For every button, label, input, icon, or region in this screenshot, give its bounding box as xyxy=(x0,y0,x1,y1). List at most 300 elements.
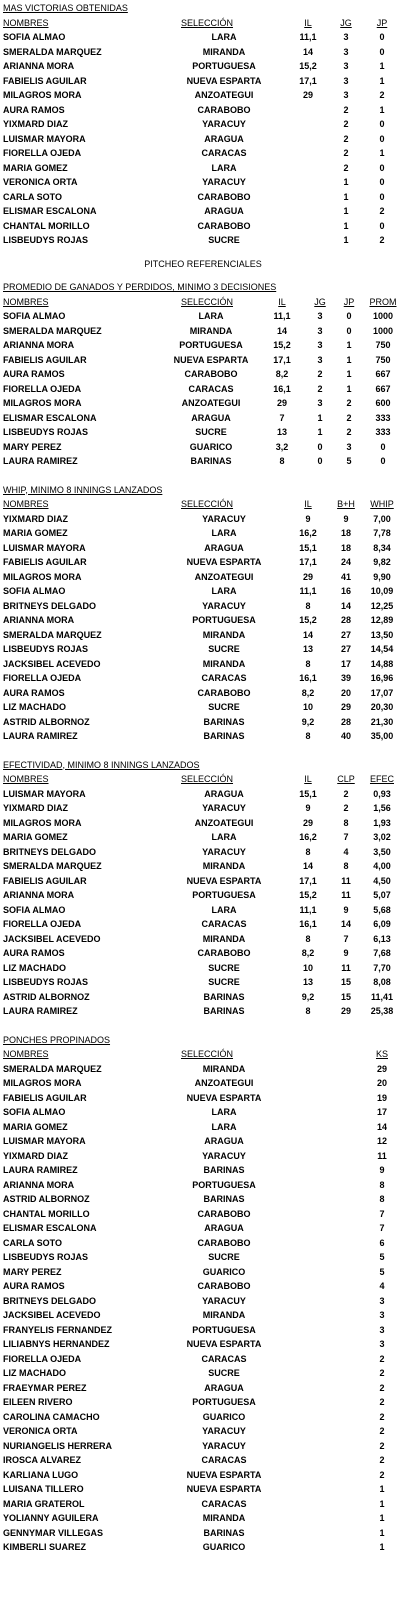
stat-value: 14 xyxy=(302,629,313,640)
table-row xyxy=(3,715,403,730)
table-row xyxy=(3,132,403,147)
stat-value: 17 xyxy=(340,658,351,669)
stat-value xyxy=(331,1207,361,1222)
stat-value xyxy=(285,1279,331,1294)
stat-value: 11 xyxy=(341,890,351,900)
stat-value: 2 xyxy=(346,427,352,437)
player-name: JACKSIBEL ACEVEDO xyxy=(3,658,101,669)
table-row xyxy=(3,117,403,132)
stat-value: 29 xyxy=(276,398,287,408)
team-name: YARACUY xyxy=(202,119,246,129)
team-name: ARAGUA xyxy=(204,788,244,799)
stat-value xyxy=(285,1337,331,1352)
stat-value xyxy=(331,1076,361,1091)
column-header: SELECCIÓN xyxy=(181,296,234,307)
player-name: MARIA GRATEROL xyxy=(3,1498,85,1509)
stat-value xyxy=(285,1120,331,1135)
column-header: IL xyxy=(304,499,312,509)
stat-value xyxy=(285,1134,331,1149)
table-row xyxy=(3,45,403,60)
stat-value: 9 xyxy=(305,513,311,524)
stat-value xyxy=(285,204,331,219)
player-name: MARIA GOMEZ xyxy=(3,162,68,173)
team-name: CARABOBO xyxy=(197,104,251,115)
stat-value: 17,07 xyxy=(370,687,394,698)
stat-value xyxy=(285,1062,331,1077)
stat-value: 14,54 xyxy=(370,644,394,654)
team-name: CARACAS xyxy=(201,1498,247,1509)
stat-value xyxy=(331,1497,361,1512)
team-name: ANZOATEGUI xyxy=(194,1078,254,1088)
player-name: LISBEUDYS ROJAS xyxy=(3,644,89,654)
stat-value: 600 xyxy=(375,398,391,408)
player-name: FABIELIS AGUILAR xyxy=(3,75,87,86)
table-row xyxy=(3,903,403,918)
stat-value: 9 xyxy=(379,1165,385,1175)
team-name: MIRANDA xyxy=(202,1063,246,1074)
table-row xyxy=(3,59,403,74)
stat-value: 4 xyxy=(343,846,349,857)
table-row xyxy=(3,219,403,234)
table-row xyxy=(3,1004,403,1019)
table-row xyxy=(3,1163,403,1178)
section-title-whip: WHIP, MINIMO 8 INNINGS LANZADOS xyxy=(3,484,163,495)
stat-value: 3 xyxy=(343,32,349,42)
team-name: PORTUGUESA xyxy=(192,1179,256,1190)
column-header: JP xyxy=(376,17,388,28)
stat-value: 0 xyxy=(317,441,323,452)
stat-value: 2 xyxy=(379,1455,385,1465)
stat-value: 8 xyxy=(305,846,311,857)
stat-value: 14 xyxy=(302,861,313,871)
stat-value: 40 xyxy=(340,731,351,741)
stat-value: 20 xyxy=(376,1078,387,1088)
stat-value: 9 xyxy=(343,904,349,915)
team-name: NUEVA ESPARTA xyxy=(186,1469,262,1480)
column-header: PROM xyxy=(369,296,397,307)
stat-value: 8 xyxy=(305,1006,311,1016)
team-name: NUEVA ESPARTA xyxy=(173,354,249,365)
team-name: ANZOATEGUI xyxy=(194,817,254,828)
stat-value: 10 xyxy=(302,702,313,712)
team-name: MIRANDA xyxy=(202,1310,246,1320)
player-name: BRITNEYS DELGADO xyxy=(3,600,97,611)
stat-value: 8 xyxy=(305,933,311,944)
stat-value: 29 xyxy=(302,817,313,828)
table-row xyxy=(3,1207,403,1222)
stat-value: 3 xyxy=(379,1295,385,1306)
stat-value: 9 xyxy=(343,513,349,524)
table-row xyxy=(3,88,403,103)
player-name: FIORELLA OJEDA xyxy=(3,673,82,683)
stat-value: 15 xyxy=(340,991,351,1002)
player-name: LISBEUDYS ROJAS xyxy=(3,977,89,987)
stat-value: 18 xyxy=(340,542,351,553)
team-name: PORTUGUESA xyxy=(192,890,256,900)
team-name: LARA xyxy=(198,311,224,321)
stat-value: 6,13 xyxy=(373,933,391,944)
stat-value: 29 xyxy=(376,1063,387,1074)
team-name: GUARICO xyxy=(189,441,233,452)
player-name: FRANYELIS FERNANDEZ xyxy=(3,1324,113,1335)
stat-value: 27 xyxy=(340,629,351,640)
stat-value xyxy=(285,1497,331,1512)
player-name: FABIELIS AGUILAR xyxy=(3,354,87,365)
stat-value: 0 xyxy=(379,32,385,42)
player-name: KIMBERLI SUAREZ xyxy=(3,1542,86,1552)
stat-value: 1 xyxy=(343,235,349,245)
stat-value: 9,90 xyxy=(373,571,391,582)
stat-value: 2 xyxy=(343,788,349,799)
stat-value xyxy=(285,103,331,118)
stat-value xyxy=(285,1294,331,1309)
stat-value: 8,2 xyxy=(301,948,315,958)
stat-value: 3 xyxy=(343,61,349,71)
stat-value: 0 xyxy=(379,133,385,144)
team-name: YARACUY xyxy=(202,1295,246,1306)
table-row xyxy=(3,917,403,932)
column-header: JP xyxy=(343,296,355,307)
stat-value: 9,82 xyxy=(373,557,391,567)
team-name: SUCRE xyxy=(208,235,240,245)
team-name: LARA xyxy=(211,832,237,842)
stat-value: 15,2 xyxy=(299,615,317,625)
table-row xyxy=(3,874,403,889)
stat-value xyxy=(285,161,331,176)
team-name: MIRANDA xyxy=(202,46,246,57)
table-row xyxy=(3,454,403,469)
table-row xyxy=(3,324,403,339)
stat-value: 2 xyxy=(346,398,352,408)
player-name: FABIELIS AGUILAR xyxy=(3,557,87,567)
team-name: BARINAS xyxy=(203,991,245,1002)
stat-value: 15,1 xyxy=(299,788,317,799)
stat-value: 3 xyxy=(379,1324,385,1335)
stat-value: 1 xyxy=(379,1527,385,1538)
stat-value xyxy=(285,1192,331,1207)
stat-value: 8 xyxy=(305,731,311,741)
stat-value xyxy=(331,1424,361,1439)
stat-value xyxy=(331,1120,361,1135)
stat-value: 15,2 xyxy=(273,340,291,350)
stat-value xyxy=(285,146,331,161)
team-name: MIRANDA xyxy=(202,1513,246,1523)
team-name: CARABOBO xyxy=(197,191,251,202)
stat-value: 0 xyxy=(379,191,385,202)
stat-value: 9,2 xyxy=(301,991,315,1002)
column-header: B+H xyxy=(337,499,355,509)
stat-value xyxy=(285,1323,331,1338)
stat-value: 17,1 xyxy=(299,75,317,86)
stat-value: 7 xyxy=(279,412,285,423)
stat-value: 25,38 xyxy=(370,1006,394,1016)
header-row xyxy=(3,772,403,787)
stat-value: 2 xyxy=(379,1353,385,1364)
team-name: LARA xyxy=(211,528,237,538)
player-name: LISBEUDYS ROJAS xyxy=(3,1252,89,1262)
team-name: ARAGUA xyxy=(204,542,244,553)
team-name: NUEVA ESPARTA xyxy=(186,875,262,886)
team-name: CARACAS xyxy=(201,148,247,158)
table-row xyxy=(3,845,403,860)
stat-value xyxy=(285,1308,331,1323)
player-name: ELISMAR ESCALONA xyxy=(3,206,97,216)
column-header: SELECCIÓN xyxy=(181,17,234,28)
column-header: EFEC xyxy=(369,774,394,784)
stat-value xyxy=(285,1105,331,1120)
table-row xyxy=(3,74,403,89)
stat-value: 2 xyxy=(379,235,385,245)
player-name: YIXMARD DIAZ xyxy=(3,803,68,813)
team-name: MIRANDA xyxy=(202,658,246,669)
stat-value xyxy=(285,1381,331,1396)
player-name: JACKSIBEL ACEVEDO xyxy=(3,1310,101,1320)
table-row xyxy=(3,1076,403,1091)
stat-value: 9,2 xyxy=(301,716,315,727)
stat-value xyxy=(331,1192,361,1207)
table-row xyxy=(3,425,403,440)
player-name: MARIA GOMEZ xyxy=(3,528,68,538)
table-row xyxy=(3,888,403,903)
table-row xyxy=(3,859,403,874)
player-name: LUISMAR MAYORA xyxy=(3,788,86,799)
stat-value: 1 xyxy=(379,148,385,158)
player-name: ASTRID ALBORNOZ xyxy=(3,991,90,1002)
stat-value: 3 xyxy=(317,311,323,321)
stat-value: 11 xyxy=(341,875,351,886)
player-name: AURA RAMOS xyxy=(3,104,65,115)
stat-value: 0 xyxy=(379,162,385,173)
table-row xyxy=(3,1308,403,1323)
player-name: ELISMAR ESCALONA xyxy=(3,412,97,423)
pitcheo-title: PITCHEO REFERENCIALES xyxy=(144,258,262,269)
table-row xyxy=(3,309,403,324)
stat-value xyxy=(331,1337,361,1352)
team-name: NUEVA ESPARTA xyxy=(186,75,262,86)
stat-value: 20,30 xyxy=(370,702,394,712)
stat-value: 7 xyxy=(343,832,349,842)
player-name: ASTRID ALBORNOZ xyxy=(3,1194,90,1204)
stat-value: 7,70 xyxy=(373,962,391,973)
player-name: SOFIA ALMAO xyxy=(3,904,66,915)
section-title-ponches: PONCHES PROPINADOS xyxy=(3,1034,111,1045)
player-name: AURA RAMOS xyxy=(3,1281,65,1291)
stat-value: 9 xyxy=(305,803,311,813)
stat-value: 41 xyxy=(340,571,351,582)
stat-value: 8 xyxy=(379,1194,385,1204)
stat-value: 1 xyxy=(379,75,385,86)
table-row xyxy=(3,1453,403,1468)
stat-value: 35,00 xyxy=(370,731,394,741)
stat-value: 1 xyxy=(379,1498,385,1509)
stat-value: 333 xyxy=(375,412,391,423)
team-name: SUCRE xyxy=(195,427,227,437)
stat-value: 15,2 xyxy=(299,61,317,71)
stat-value: 1000 xyxy=(372,311,394,321)
stat-value: 0 xyxy=(380,441,386,452)
stat-value: 750 xyxy=(375,354,391,365)
stat-value: 16 xyxy=(340,586,351,596)
player-name: MILAGROS MORA xyxy=(3,1078,82,1088)
team-name: NUEVA ESPARTA xyxy=(186,557,262,567)
stat-value xyxy=(331,1439,361,1454)
stat-value xyxy=(331,1468,361,1483)
stat-value: 13 xyxy=(302,644,313,654)
player-name: MILAGROS MORA xyxy=(3,398,82,408)
player-name: SOFIA ALMAO xyxy=(3,586,66,596)
player-name: ASTRID ALBORNOZ xyxy=(3,716,90,727)
stat-value: 5,68 xyxy=(373,904,391,915)
player-name: ARIANNA MORA xyxy=(3,61,75,71)
table-row xyxy=(3,1294,403,1309)
table-row xyxy=(3,932,403,947)
table-row xyxy=(3,382,403,397)
stat-value xyxy=(331,1265,361,1280)
team-name: CARABOBO xyxy=(197,1281,251,1291)
team-name: YARACUY xyxy=(202,803,246,813)
stat-value: 0 xyxy=(346,325,352,336)
column-header: CLP xyxy=(337,774,355,784)
stat-value xyxy=(285,132,331,147)
stat-value xyxy=(285,1439,331,1454)
stat-value: 17,1 xyxy=(299,875,317,886)
stat-value: 3 xyxy=(317,354,323,365)
team-name: BARINAS xyxy=(203,1165,245,1175)
stat-value: 27 xyxy=(340,644,351,654)
stat-value xyxy=(285,175,331,190)
stat-value: 15,2 xyxy=(299,890,317,900)
stat-value: 2 xyxy=(379,90,385,100)
table-row xyxy=(3,657,403,672)
player-name: YIXMARD DIAZ xyxy=(3,513,68,524)
table-whip xyxy=(3,497,403,744)
table-row xyxy=(3,1410,403,1425)
table-row xyxy=(3,411,403,426)
team-name: NUEVA ESPARTA xyxy=(186,1339,262,1349)
stat-value: 2 xyxy=(317,369,323,379)
table-row xyxy=(3,1120,403,1135)
team-name: BARINAS xyxy=(190,456,232,466)
player-name: YIXMARD DIAZ xyxy=(3,1150,68,1161)
stat-value xyxy=(331,1221,361,1236)
stat-value: 0 xyxy=(317,456,323,466)
stat-value: 9 xyxy=(343,948,349,958)
section-title-promedio: PROMEDIO DE GANADOS Y PERDIDOS, MINIMO 3 DECISIONES xyxy=(3,282,277,292)
team-name: CARABOBO xyxy=(197,948,251,958)
stat-value: 11,41 xyxy=(370,991,394,1002)
stat-value: 21,30 xyxy=(370,716,394,727)
stat-value: 8 xyxy=(343,817,349,828)
stat-value: 24 xyxy=(340,557,351,567)
stat-value: 2 xyxy=(343,119,349,129)
player-name: KARLIANA LUGO xyxy=(3,1469,79,1480)
stat-value: 6 xyxy=(379,1237,385,1248)
stat-value xyxy=(285,233,331,248)
table-row xyxy=(3,671,403,686)
table-row xyxy=(3,642,403,657)
table-row xyxy=(3,787,403,802)
team-name: CARACAS xyxy=(201,673,247,683)
player-name: CHANTAL MORILLO xyxy=(3,220,90,231)
team-name: PORTUGUESA xyxy=(192,1397,256,1407)
stat-value xyxy=(331,1062,361,1077)
stat-value: 2 xyxy=(343,133,349,144)
column-header: SELECCIÓN xyxy=(181,774,234,784)
stat-value xyxy=(285,1163,331,1178)
stat-value: 1 xyxy=(343,206,349,216)
team-name: BARINAS xyxy=(203,1527,245,1538)
team-name: MIRANDA xyxy=(189,325,233,336)
column-header: NOMBRES xyxy=(3,17,49,28)
team-name: GUARICO xyxy=(202,1411,246,1422)
stat-value: 29 xyxy=(340,702,351,712)
table-row xyxy=(3,541,403,556)
stat-value: 1,93 xyxy=(373,817,391,828)
stat-value xyxy=(285,1540,331,1555)
team-name: YARACUY xyxy=(202,1440,246,1451)
team-name: ANZOATEGUI xyxy=(194,571,254,582)
stat-value: 16,96 xyxy=(370,673,394,683)
player-name: LUISANA TILLERO xyxy=(3,1484,84,1494)
player-name: ARIANNA MORA xyxy=(3,890,75,900)
stat-value xyxy=(331,1308,361,1323)
stat-value xyxy=(285,1395,331,1410)
team-name: GUARICO xyxy=(202,1266,246,1277)
stat-value: 333 xyxy=(375,427,391,437)
stat-value: 7 xyxy=(343,933,349,944)
player-name: ELISMAR ESCALONA xyxy=(3,1223,97,1233)
stat-value: 16,1 xyxy=(299,919,317,929)
team-name: BARINAS xyxy=(203,731,245,741)
stat-value xyxy=(331,1323,361,1338)
player-name: ARIANNA MORA xyxy=(3,340,75,350)
stat-value: 11 xyxy=(377,1150,387,1161)
stat-value xyxy=(331,1482,361,1497)
stat-value: 2 xyxy=(379,1469,385,1480)
stat-value: 17 xyxy=(376,1107,387,1117)
team-name: ANZOATEGUI xyxy=(194,90,254,100)
table-row xyxy=(3,1323,403,1338)
stat-value: 19 xyxy=(376,1092,387,1103)
table-row xyxy=(3,1511,403,1526)
table-row xyxy=(3,990,403,1005)
stat-value xyxy=(331,1294,361,1309)
stat-value: 3,2 xyxy=(275,441,289,452)
team-name: BARINAS xyxy=(203,1006,245,1016)
team-name: SUCRE xyxy=(208,962,240,973)
table-row xyxy=(3,961,403,976)
team-name: YARACUY xyxy=(202,1150,246,1161)
stat-value: 14 xyxy=(376,1121,387,1132)
stat-value: 2 xyxy=(379,206,385,216)
player-name: SMERALDA MARQUEZ xyxy=(3,861,102,871)
stat-value: 7 xyxy=(379,1223,385,1233)
stat-value: 3 xyxy=(343,46,349,57)
player-name: LILIABNYS HERNANDEZ xyxy=(3,1339,110,1349)
stat-value: 5,07 xyxy=(373,890,391,900)
table-row xyxy=(3,1134,403,1149)
stat-value: 2 xyxy=(317,383,323,394)
player-name: CARLA SOTO xyxy=(3,191,63,202)
stat-value: 8 xyxy=(305,600,311,611)
table-row xyxy=(3,975,403,990)
player-name: LISBEUDYS ROJAS xyxy=(3,427,89,437)
table-row xyxy=(3,161,403,176)
stat-value xyxy=(285,1149,331,1164)
player-name: YOLIANNY AGUILERA xyxy=(3,1513,99,1523)
stat-value: 3 xyxy=(317,398,323,408)
player-name: SMERALDA MARQUEZ xyxy=(3,1063,102,1074)
